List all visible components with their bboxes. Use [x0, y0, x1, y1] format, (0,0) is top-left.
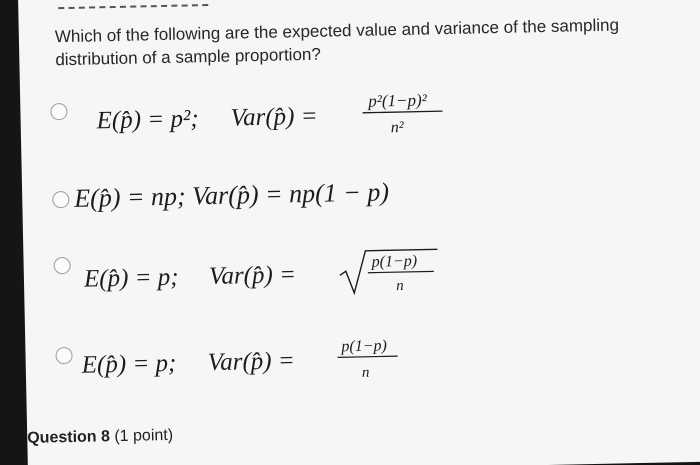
- question-card: [18, 0, 700, 465]
- formula-b: [52, 164, 513, 224]
- fraction-bar-c: [368, 271, 434, 272]
- fraction-bar-d: [338, 356, 398, 357]
- variance-denominator-a: n²: [390, 118, 404, 137]
- expected-value-d: E(p̂) = p;: [81, 349, 177, 379]
- answer-option-b[interactable]: [52, 160, 693, 233]
- formula-d: [55, 325, 476, 396]
- variance-numerator-d: p(1−p): [341, 337, 388, 356]
- question-footer: [27, 427, 173, 448]
- expected-value-a: E(p̂) = p²;: [96, 105, 200, 135]
- formula-text-b: E(p̂) = np; Var(p̂) = np(1 − p): [73, 177, 390, 213]
- answer-option-a[interactable]: [50, 74, 691, 147]
- fraction-bar-a: [363, 111, 443, 113]
- formula-c: [53, 237, 474, 308]
- cropped-text-fragment: [58, 4, 208, 15]
- variance-denominator-d: n: [361, 364, 370, 381]
- variance-label-d: Var(p̂) =: [207, 347, 295, 377]
- question-points: (1 point): [114, 426, 174, 446]
- question-number: Question 8: [27, 428, 111, 447]
- answer-option-d[interactable]: [55, 320, 696, 393]
- question-text: Which of the following are the expected value and variance of the sampling distribution of a sample proportion?: [54, 15, 620, 70]
- variance-numerator-a: p²(1−p)²: [368, 90, 427, 111]
- formula-a: [50, 79, 471, 150]
- variance-label-c: Var(p̂) =: [208, 261, 297, 291]
- variance-numerator-c: p(1−p): [371, 252, 418, 271]
- answer-option-c[interactable]: [53, 232, 694, 305]
- variance-label-a: Var(p̂) =: [230, 102, 318, 132]
- expected-value-c: E(p̂) = p;: [83, 263, 179, 293]
- variance-denominator-c: n: [395, 277, 404, 295]
